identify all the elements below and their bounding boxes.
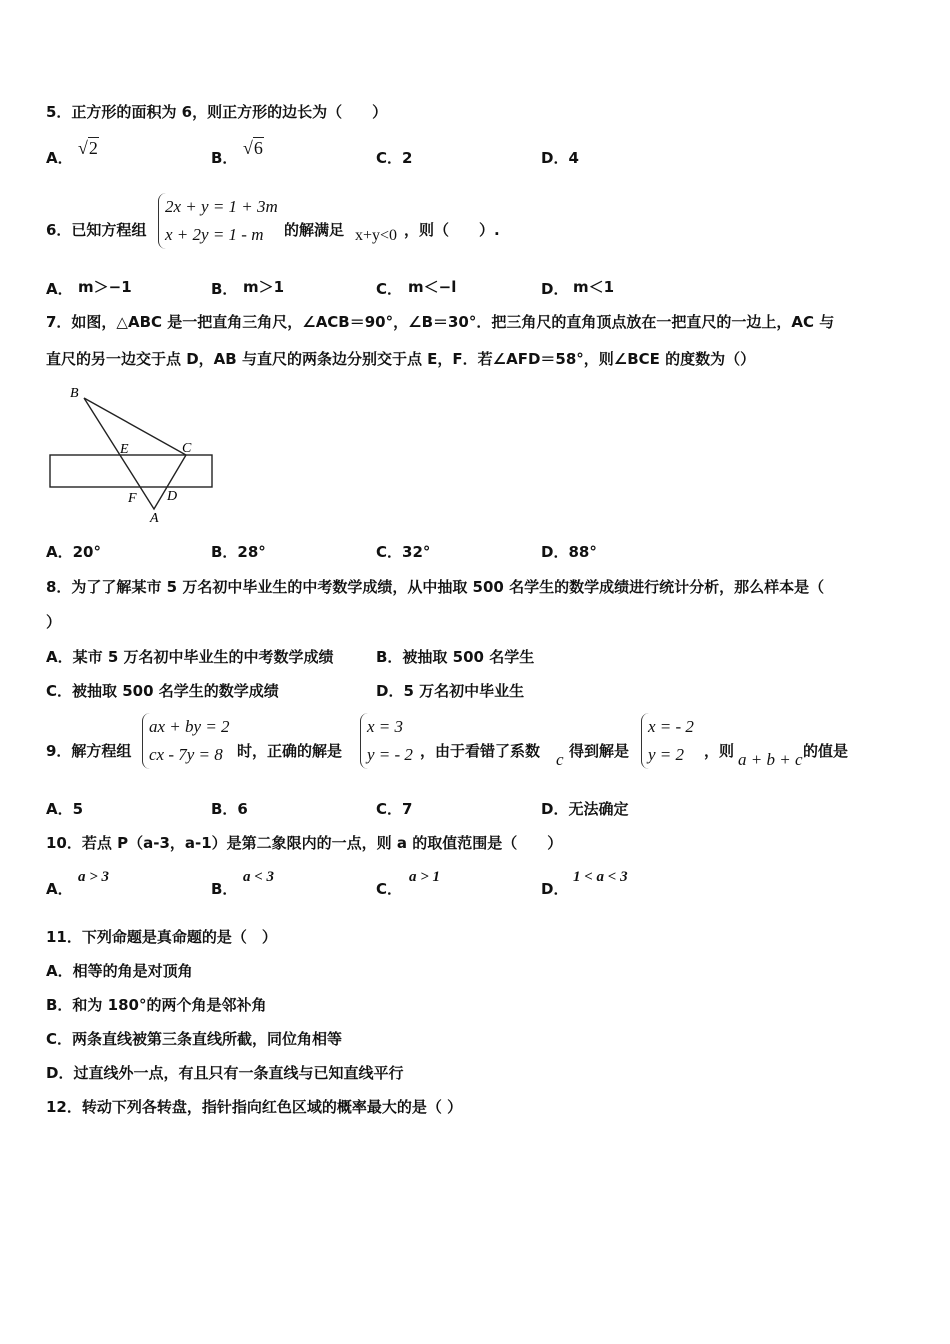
q6-equation-1: 2x + y = 1 + 3m — [165, 197, 278, 216]
q8-stem-line-1: 8．为了了解某市 5 万名初中毕业生的中考数学成绩，从中抽取 500 名学生的数学成绩进行统计分析，那么样本是（ — [46, 578, 825, 596]
label-f: F — [128, 491, 137, 506]
q11-stem: 11．下列命题是真命题的是（ ） — [46, 928, 277, 946]
q6-suffix: ，则（ ）. — [404, 221, 500, 239]
q9-equation-system — [142, 713, 230, 769]
q8-option-d: D．5 万名初中毕业生 — [376, 682, 525, 700]
q9-equation-2: cx - 7y = 8 — [149, 745, 223, 764]
q9-text-value: 的值是 — [803, 742, 849, 760]
q8-option-c: C．被抽取 500 名学生的数学成绩 — [46, 682, 279, 700]
q8-stem-line-2: ） — [46, 613, 62, 631]
q6-option-b-value: m＞1 — [243, 278, 285, 296]
q5-option-b-radicand: 6 — [253, 138, 263, 158]
q5-option-b-sqrt: √6 — [243, 138, 263, 158]
q7-option-b: B．28° — [211, 543, 266, 561]
q9-prefix: 9．解方程组 — [46, 742, 132, 760]
q9-equation-1: ax + by = 2 — [149, 717, 230, 736]
q6-equation-2: x + 2y = 1 - m — [165, 225, 264, 244]
q8-option-a: A．某市 5 万名初中毕业生的中考数学成绩 — [46, 648, 334, 666]
q10-option-c-math: a > 1 — [409, 869, 441, 885]
q9-text-then: ，则 — [704, 742, 735, 760]
q9-text-correct-solution: 时，正确的解是 — [237, 742, 343, 760]
label-b: B — [70, 386, 79, 401]
q5-option-a-sqrt: √2 — [78, 138, 98, 158]
q9-correct-y: y = - 2 — [367, 745, 413, 764]
q7-option-c: C．32° — [376, 543, 431, 561]
q10-option-b-math: a < 3 — [243, 869, 275, 885]
q9-option-d: D．无法确定 — [541, 800, 629, 818]
q10-option-c-label: C． — [376, 880, 403, 898]
q6-condition: x+y<0 — [355, 227, 398, 244]
q11-option-d: D．过直线外一点，有且只有一条直线与已知直线平行 — [46, 1064, 404, 1082]
q9-wrong-x: x = - 2 — [648, 717, 694, 736]
q9-coefficient-c: c — [556, 750, 564, 769]
q5-option-a-radicand: 2 — [88, 138, 98, 158]
label-d: D — [167, 489, 178, 504]
q6-equation-system — [158, 193, 278, 249]
q5-option-a-label: A． — [46, 149, 73, 167]
q9-wrong-y: y = 2 — [648, 745, 685, 764]
q11-option-a: A．相等的角是对顶角 — [46, 962, 193, 980]
q7-stem-line-1: 7．如图，△ABC 是一把直角三角尺，∠ACB＝90°，∠B＝30°．把三角尺的直角顶点放在一把直尺的一边上，AC 与 — [46, 313, 835, 331]
q9-text-got-solution: 得到解是 — [569, 742, 630, 760]
q8-option-b: B．被抽取 500 名学生 — [376, 648, 535, 666]
q9-option-a: A．5 — [46, 800, 84, 818]
q7-triangle-ruler-figure — [44, 380, 224, 526]
q6-option-d-label: D． — [541, 280, 569, 298]
q5-option-c: C．2 — [376, 149, 413, 167]
q9-option-c: C．7 — [376, 800, 413, 818]
q10-option-b-label: B． — [211, 880, 238, 898]
q6-prefix: 6．已知方程组 — [46, 221, 147, 239]
q10-option-d-label: D． — [541, 880, 569, 898]
label-c: C — [182, 441, 192, 456]
q10-option-a-math: a > 3 — [78, 869, 110, 885]
q6-option-a-value: m＞−1 — [78, 278, 132, 296]
ruler-rectangle — [50, 455, 212, 487]
q6-option-c-value: m＜−l — [408, 278, 457, 296]
q6-option-b-label: B． — [211, 280, 238, 298]
q11-option-b: B．和为 180°的两个角是邻补角 — [46, 996, 267, 1014]
q10-option-d-math: 1 < a < 3 — [573, 869, 628, 885]
q6-option-d-value: m＜1 — [573, 278, 615, 296]
q10-option-a-label: A． — [46, 880, 73, 898]
q7-option-d: D．88° — [541, 543, 597, 561]
q11-option-c: C．两条直线被第三条直线所截，同位角相等 — [46, 1030, 343, 1048]
q10-stem: 10．若点 P（a-3，a-1）是第二象限内的一点，则 a 的取值范围是（ ） — [46, 834, 563, 852]
q6-option-c-label: C． — [376, 280, 403, 298]
label-e: E — [120, 442, 129, 457]
q9-wrong-solution — [641, 713, 694, 769]
q6-middle-text: 的解满足 — [284, 221, 345, 239]
q9-correct-solution — [360, 713, 413, 769]
q5-stem: 5．正方形的面积为 6，则正方形的边长为（ ） — [46, 103, 388, 121]
q7-option-a: A．20° — [46, 543, 101, 561]
q6-option-a-label: A． — [46, 280, 73, 298]
q12-stem: 12．转动下列各转盘，指针指向红色区域的概率最大的是（ ） — [46, 1098, 463, 1116]
q9-correct-x: x = 3 — [367, 717, 404, 736]
q7-stem-line-2: 直尺的另一边交于点 D，AB 与直尺的两条边分别交于点 E，F．若∠AFD＝58°，则∠BCE 的度数为（） — [46, 350, 756, 368]
q5-option-b-label: B． — [211, 149, 238, 167]
q9-option-b: B．6 — [211, 800, 248, 818]
q5-option-d: D．4 — [541, 149, 579, 167]
q9-text-misread: ，由于看错了系数 — [420, 742, 541, 760]
q9-expression: a + b + c — [738, 750, 803, 769]
label-a: A — [150, 511, 159, 526]
